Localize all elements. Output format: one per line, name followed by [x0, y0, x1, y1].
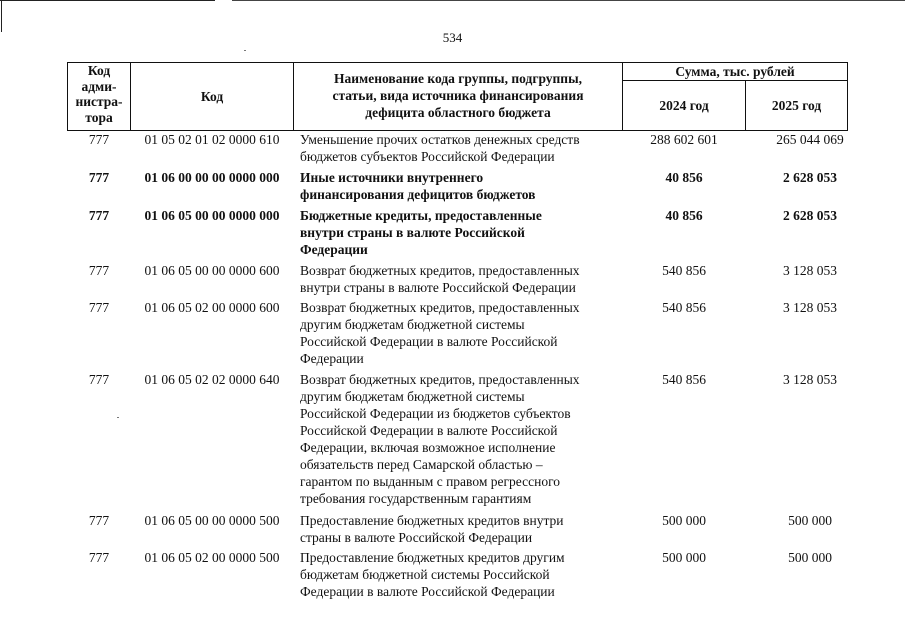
scan-speck	[117, 417, 119, 418]
row-value-2024: 40 856	[665, 170, 703, 185]
row-name	[300, 549, 622, 600]
row-value-2024: 500 000	[662, 550, 706, 565]
row-value-2025: 500 000	[788, 550, 832, 565]
row-admin-code: 777	[88, 372, 110, 387]
row-value-2025: 265 044 069	[776, 132, 844, 147]
page-number: 534	[442, 30, 463, 45]
row-name-line: Бюджетные кредиты, предоставленные	[300, 208, 542, 223]
row-name-line: бюджетов субъектов Российской Федерации	[300, 149, 555, 164]
row-name-line: внутри страны в валюте Российской Федерации	[300, 280, 576, 295]
row-name-line: Федерации, включая возможное исполнение	[300, 440, 556, 455]
row-value-2025: 3 128 053	[783, 372, 837, 387]
row-name-line: Возврат бюджетных кредитов, предоставленных	[300, 263, 580, 278]
row-name	[300, 512, 622, 546]
row-name-line: Федерации в валюте Российской Федерации	[300, 584, 555, 599]
scan-edge	[1, 0, 2, 32]
row-value-2024: 540 856	[662, 372, 706, 387]
row-value-2024: 288 602 601	[650, 132, 718, 147]
header-year-2025: 2025 год	[771, 98, 822, 113]
scan-edge	[232, 0, 905, 1]
row-value-2024: 500 000	[662, 513, 706, 528]
scan-speck	[244, 50, 246, 51]
row-name-line: страны в валюте Российской Федерации	[300, 530, 533, 545]
header-year-2024: 2024 год	[659, 98, 709, 113]
header-name: Наименование кода группы, подгруппы, статьи, вида источника финансирования дефицита областного бюджета	[332, 71, 584, 120]
row-name-line: финансирования дефицитов бюджетов	[300, 187, 536, 202]
row-admin-code: 777	[88, 208, 110, 223]
row-name	[300, 169, 622, 203]
row-name-line: Российской Федерации в валюте Российской	[300, 334, 558, 349]
row-name-line: Возврат бюджетных кредитов, предоставленных	[300, 372, 580, 387]
row-value-2025: 3 128 053	[783, 300, 837, 315]
row-code: 01 06 05 02 00 0000 600	[144, 300, 280, 315]
row-name-line: Предоставление бюджетных кредитов внутри	[300, 513, 564, 528]
row-code: 01 06 05 00 00 0000 500	[144, 513, 280, 528]
row-code: 01 06 05 00 00 0000 000	[144, 208, 280, 223]
row-code: 01 05 02 01 02 0000 610	[144, 132, 280, 147]
row-name-line: требования государственным гарантиям	[300, 491, 532, 506]
row-name	[300, 262, 622, 296]
header-code: Код	[200, 89, 224, 104]
row-name-line: Предоставление бюджетных кредитов другим	[300, 550, 565, 565]
row-name	[300, 299, 622, 367]
header-sum: Сумма, тыс. рублей	[675, 64, 795, 79]
row-admin-code: 777	[88, 513, 110, 528]
scan-edge	[0, 0, 215, 1]
row-value-2024: 540 856	[662, 263, 706, 278]
row-name-line: Федерации	[300, 351, 364, 366]
row-name-line: Российской Федерации из бюджетов субъектов	[300, 406, 571, 421]
row-name-line: обязательств перед Самарской областью –	[300, 457, 543, 472]
row-name	[300, 207, 622, 258]
row-name-line: Российской Федерации в валюте Российской	[300, 423, 558, 438]
row-value-2024: 540 856	[662, 300, 706, 315]
row-code: 01 06 05 02 02 0000 640	[144, 372, 280, 387]
row-value-2025: 2 628 053	[783, 208, 837, 223]
row-name-line: гарантом по выданным с правом регрессного	[300, 474, 561, 489]
row-admin-code: 777	[88, 300, 110, 315]
row-admin-code: 777	[88, 263, 110, 278]
row-admin-code: 777	[88, 170, 110, 185]
row-value-2025: 2 628 053	[783, 170, 837, 185]
row-name-line: Федерации	[300, 242, 368, 257]
row-name-line: Возврат бюджетных кредитов, предоставленных	[300, 300, 580, 315]
row-code: 01 06 00 00 00 0000 000	[144, 170, 280, 185]
row-name-line: Уменьшение прочих остатков денежных средств	[300, 132, 580, 147]
row-admin-code: 777	[88, 550, 110, 565]
row-name	[300, 371, 622, 507]
row-name-line: бюджетам бюджетной системы Российской	[300, 567, 550, 582]
row-code: 01 06 05 00 00 0000 600	[144, 263, 280, 278]
row-code: 01 06 05 02 00 0000 500	[144, 550, 280, 565]
row-name-line: Иные источники внутреннего	[300, 170, 484, 185]
row-name	[300, 131, 622, 165]
row-name-line: внутри страны в валюте Российской	[300, 225, 525, 240]
row-value-2025: 3 128 053	[783, 263, 837, 278]
row-admin-code: 777	[88, 132, 110, 147]
row-name-line: другим бюджетам бюджетной системы	[300, 389, 525, 404]
row-name-line: другим бюджетам бюджетной системы	[300, 317, 525, 332]
header-admin-code: Код адми- нистра- тора	[75, 63, 123, 125]
row-value-2025: 500 000	[788, 513, 832, 528]
row-value-2024: 40 856	[665, 208, 703, 223]
